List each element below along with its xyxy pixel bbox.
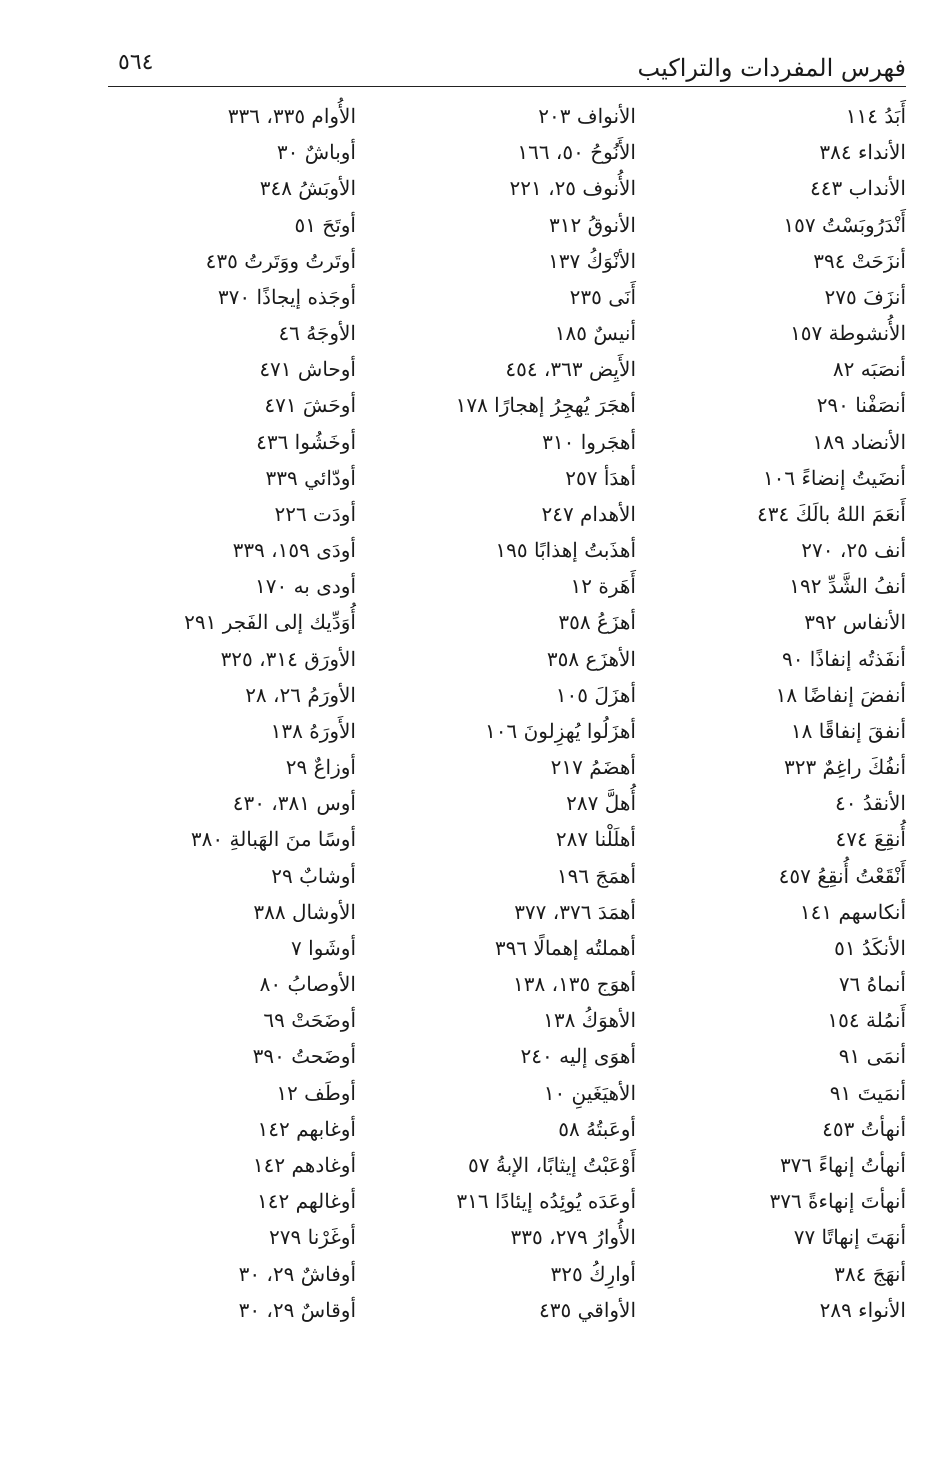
index-entry: أنهأتَ إنهاءةً ٣٧٦ [769,1189,906,1214]
index-entry: أهزَلُوا يُهزِلونَ ١٠٦ [484,718,636,743]
index-entry: الأهدام ٢٤٧ [541,501,636,526]
index-entry: أنهأتُ ٤٥٣ [822,1116,906,1141]
index-entry: الأنضاد ١٨٩ [812,429,906,454]
index-columns [150,98,906,1328]
index-entry: أوجَذه إيجاذًا ٣٧٠ [217,284,356,309]
index-entry: أوغادهم ١٤٢ [252,1152,356,1177]
index-entry: أَنمُلة ١٥٤ [827,1008,906,1033]
index-entry: أوزاعٌ ٢٩ [285,755,356,780]
index-entry: الأُوارُ ٢٧٩، ٣٣٥ [510,1225,636,1250]
index-entry: أوقاسٌ ٢٩، ٣٠ [238,1297,356,1322]
index-entry: الأوشال ٣٨٨ [253,899,356,924]
index-column-left [150,98,356,1328]
index-entry: الأهوَكُ ١٣٨ [543,1008,636,1033]
index-entry: الأنواء ٢٨٩ [819,1297,906,1322]
index-entry: أنفضَ إنفاضًا ١٨ [775,682,906,707]
index-entry: أهوَى إليه ٢٤٠ [520,1044,636,1069]
index-entry: أوس ٣٨١، ٤٣٠ [232,791,356,816]
index-entry: أُنقِعَ ٤٧٤ [835,827,906,852]
index-entry: الأورَمُ ٢٦، ٢٨ [245,682,356,707]
index-entry: أنزَفَ ٢٧٥ [824,284,906,309]
index-entry: الأنواف ٢٠٣ [538,104,636,128]
index-entry: أوغَرْنا ٢٧٩ [269,1225,356,1250]
index-entry: أُهلَّ ٢٨٧ [566,791,636,816]
index-entry: أوعَدَه يُوئِدُه إيئادًا ٣١٦ [456,1189,636,1214]
index-entry: أَوْعَبْتُ إيثابًا، الإبةُ ٥٧ [468,1152,636,1177]
index-entry: أهلَلْنا ٢٨٧ [555,827,636,852]
index-entry: أوفاشٌ ٢٩، ٣٠ [238,1261,356,1286]
index-entry: أهوَج ١٣٥، ١٣٨ [513,972,636,997]
index-entry: أهجَروا ٣١٠ [542,429,636,454]
index-entry: الأنوقُ ٣١٢ [549,212,636,237]
index-entry: أَنْدَرُوبَسْتُ ١٥٧ [783,212,906,237]
index-entry: أوغالهم ١٤٢ [257,1189,356,1214]
index-entry: أنزَحَتْ ٣٩٤ [813,248,906,273]
index-entry: أنهأتُ إنهاءً ٣٧٦ [779,1152,906,1177]
index-entry: الأنكَدُ ٥١ [834,935,906,960]
index-entry: أوتَحَ ٥١ [294,212,356,237]
index-entry: الأواقي ٤٣٥ [539,1297,636,1322]
index-entry: أوخَشُوا ٤٣٦ [256,429,356,454]
page-header [108,44,906,86]
index-entry: الأوبَشُ ٣٤٨ [259,176,356,201]
index-entry: أنهَتَ إنهاتًا ٧٧ [793,1225,906,1250]
index-entry: أوحَشَ ٤٧١ [264,393,356,418]
index-entry: أَنَى ٢٣٥ [569,284,636,309]
index-entry: الأُنشوطة ١٥٧ [790,321,906,346]
index-entry: أُوَدِّيك إلى الفَجر ٢٩١ [184,610,356,635]
index-entry: الأُوام ٣٣٥، ٣٣٦ [227,104,356,128]
index-column-middle [356,98,636,1328]
index-entry: أوحاش ٤٧١ [259,357,356,382]
index-entry: أودّائي ٣٣٩ [265,465,356,490]
index-entry: أوعَبتُهُ ٥٨ [558,1116,636,1141]
index-entry: أنفُكَ راغِمٌ ٣٢٣ [783,755,906,780]
index-entry: أَبَدُ ١١٤ [845,104,906,128]
index-entry: أوتَرتُ ووَتَرتُ ٤٣٥ [205,248,356,273]
index-entry: أودَت ٢٢٦ [274,501,356,526]
index-entry: الأنقدُ ٤٠ [835,791,906,816]
index-entry: الأورَق ٣١٤، ٣٢٥ [220,646,356,671]
index-entry: أوضَحَتْ ٦٩ [263,1008,356,1033]
index-entry: الأَيِض ٣٦٣، ٤٥٤ [505,357,636,382]
index-entry: أوغابهم ١٤٢ [257,1116,356,1141]
index-entry: الأوجَهُ ٤٦ [278,321,356,346]
index-entry: أهمَدَ ٣٧٦، ٣٧٧ [514,899,636,924]
index-entry: أهملتُه إهمالًا ٣٩٦ [494,935,636,960]
index-entry: الأهزَع ٣٥٨ [546,646,636,671]
index-entry: أهدَأ ٢٥٧ [565,465,636,490]
index-entry: أنف ٢٥، ٢٧٠ [801,538,906,563]
index-entry: أوطَف ١٢ [276,1080,356,1105]
index-entry: أوشَوا ٧ [291,935,356,960]
index-entry: أنضَيتُ إنضاءً ١٠٦ [762,465,906,490]
index-entry: أودَى ١٥٩، ٣٣٩ [232,538,356,563]
index-entry: أهضَمُ ٢١٧ [550,755,636,780]
index-entry: أنيسٌ ١٨٥ [554,321,636,346]
index-entry: أنمَيتَ ٩١ [829,1080,906,1105]
index-entry: أَهَرة ١٢ [570,574,636,599]
index-entry: أوضَحتُ ٣٩٠ [252,1044,356,1069]
index-entry: أنفُ الشَّدِّ ١٩٢ [789,574,906,599]
index-entry: أنصَبَه ٨٢ [832,357,906,382]
index-entry: أوشابٌ ٢٩ [271,863,356,888]
index-entry: الأنداء ٣٨٤ [819,140,906,165]
index-entry: أهزَلَ ١٠٥ [555,682,636,707]
running-title: فهرس المفردات والتراكيب [637,54,906,82]
index-entry: أنمَى ٩١ [838,1044,906,1069]
index-entry: الأنفاس ٣٩٢ [804,610,906,635]
index-entry: أنماهُ ٧٦ [838,972,906,997]
index-entry: الأَنُوحُ ٥٠، ١٦٦ [517,140,636,165]
index-entry: أَنعَمَ اللهُ بالَكَ ٤٣٤ [757,501,906,526]
index-entry: أنصَفْنا ٢٩٠ [816,393,906,418]
index-entry: أوسًا منَ الهَبالةِ ٣٨٠ [190,827,356,852]
index-entry: الأوصابُ ٨٠ [259,972,356,997]
index-entry: أنفقَ إنفاقًا ١٨ [790,718,906,743]
index-entry: أهمَجَ ١٩٦ [556,863,636,888]
index-entry: أوباشٌ ٣٠ [276,140,356,165]
index-entry: أوارِكُ ٣٢٥ [550,1261,636,1286]
index-entry: الأنداب ٤٤٣ [809,176,906,201]
header-rule [108,86,906,87]
index-entry: الأهيَغَينِ ١٠ [543,1080,636,1105]
index-entry: أهجَرَ يُهجِرُ إهجارًا ١٧٨ [455,393,636,418]
page-number: ٥٦٤ [118,50,154,75]
index-entry: أَنْقَعْتُ أُنقِعُ ٤٥٧ [778,863,906,888]
index-entry: أنهَجَ ٣٨٤ [834,1261,906,1286]
index-entry: الأَورَهُ ١٣٨ [270,718,356,743]
index-column-right [636,98,906,1328]
index-entry: الأُنوف ٢٥، ٢٢١ [509,176,636,201]
index-entry: أهزَعُ ٣٥٨ [558,610,636,635]
index-entry: الأنْوَكُ ١٣٧ [548,248,636,273]
index-entry: أودى به ١٧٠ [254,574,356,599]
index-entry: أنكاسهم ١٤١ [799,899,906,924]
index-entry: أنفَذتُه إنفاذًا ٩٠ [781,646,906,671]
index-entry: أهذَبتُ إهذابًا ١٩٥ [495,538,636,563]
